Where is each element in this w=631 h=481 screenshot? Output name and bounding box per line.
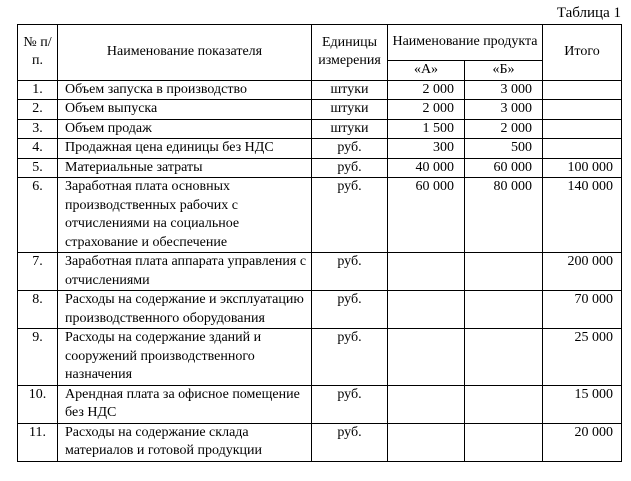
row-number: 6. bbox=[18, 178, 58, 253]
product-a-value: 40 000 bbox=[388, 158, 465, 178]
indicator-name: Расходы на содержание зданий и сооружений производственного назначения bbox=[58, 329, 312, 386]
row-number: 10. bbox=[18, 385, 58, 423]
indicator-name: Объем выпуска bbox=[58, 100, 312, 120]
total-value bbox=[543, 80, 622, 100]
table-row bbox=[18, 385, 622, 423]
product-a-value bbox=[388, 291, 465, 329]
product-a-value bbox=[388, 329, 465, 386]
total-value: 20 000 bbox=[543, 423, 622, 461]
product-a-value: 1 500 bbox=[388, 119, 465, 139]
product-b-value bbox=[465, 329, 543, 386]
row-number: 9. bbox=[18, 329, 58, 386]
table-row bbox=[18, 119, 622, 139]
total-value: 200 000 bbox=[543, 253, 622, 291]
indicator-name: Арендная плата за офисное помещение без НДС bbox=[58, 385, 312, 423]
product-a-value bbox=[388, 385, 465, 423]
table-row bbox=[18, 178, 622, 253]
product-b-value: 3 000 bbox=[465, 100, 543, 120]
unit-cell: руб. bbox=[312, 385, 388, 423]
product-b-value: 2 000 bbox=[465, 119, 543, 139]
header-num: № п/п. bbox=[18, 25, 58, 81]
header-unit: Единицы измерения bbox=[312, 25, 388, 81]
row-number: 2. bbox=[18, 100, 58, 120]
product-a-value: 300 bbox=[388, 139, 465, 159]
unit-cell: штуки bbox=[312, 119, 388, 139]
product-b-value bbox=[465, 253, 543, 291]
product-a-value bbox=[388, 253, 465, 291]
row-number: 4. bbox=[18, 139, 58, 159]
total-value: 70 000 bbox=[543, 291, 622, 329]
indicator-name: Расходы на содержание склада материалов и готовой продукции bbox=[58, 423, 312, 461]
indicator-name: Расходы на содержание и эксплуатацию производственного оборудования bbox=[58, 291, 312, 329]
row-number: 1. bbox=[18, 80, 58, 100]
table-row bbox=[18, 423, 622, 461]
unit-cell: руб. bbox=[312, 139, 388, 159]
table-row bbox=[18, 100, 622, 120]
product-b-value: 80 000 bbox=[465, 178, 543, 253]
total-value bbox=[543, 139, 622, 159]
table-caption: Таблица 1 bbox=[556, 5, 621, 21]
total-value bbox=[543, 100, 622, 120]
unit-cell: штуки bbox=[312, 100, 388, 120]
product-a-value: 2 000 bbox=[388, 80, 465, 100]
product-a-value bbox=[388, 423, 465, 461]
row-number: 11. bbox=[18, 423, 58, 461]
total-value: 140 000 bbox=[543, 178, 622, 253]
table-row bbox=[18, 158, 622, 178]
table-row bbox=[18, 329, 622, 386]
unit-cell: руб. bbox=[312, 423, 388, 461]
indicator-name: Объем продаж bbox=[58, 119, 312, 139]
indicator-name: Заработная плата основных производственных рабочих с отчислениями на социальное страхование и обеспечение bbox=[58, 178, 312, 253]
row-number: 7. bbox=[18, 253, 58, 291]
unit-cell: руб. bbox=[312, 253, 388, 291]
product-b-value bbox=[465, 423, 543, 461]
unit-cell: штуки bbox=[312, 80, 388, 100]
table-row bbox=[18, 291, 622, 329]
product-b-value: 500 bbox=[465, 139, 543, 159]
indicator-name: Материальные затраты bbox=[58, 158, 312, 178]
product-b-value: 60 000 bbox=[465, 158, 543, 178]
row-number: 3. bbox=[18, 119, 58, 139]
product-b-value bbox=[465, 385, 543, 423]
table-row bbox=[18, 253, 622, 291]
unit-cell: руб. bbox=[312, 158, 388, 178]
unit-cell: руб. bbox=[312, 291, 388, 329]
header-total: Итого bbox=[543, 25, 622, 81]
product-a-value: 60 000 bbox=[388, 178, 465, 253]
product-b-value bbox=[465, 291, 543, 329]
total-value bbox=[543, 119, 622, 139]
table-body bbox=[18, 80, 622, 461]
product-b-value: 3 000 bbox=[465, 80, 543, 100]
row-number: 8. bbox=[18, 291, 58, 329]
header-product-a: «А» bbox=[388, 61, 465, 81]
total-value: 100 000 bbox=[543, 158, 622, 178]
indicators-table bbox=[17, 24, 622, 462]
table-row bbox=[18, 80, 622, 100]
table-row bbox=[18, 139, 622, 159]
unit-cell: руб. bbox=[312, 178, 388, 253]
unit-cell: руб. bbox=[312, 329, 388, 386]
product-a-value: 2 000 bbox=[388, 100, 465, 120]
indicator-name: Заработная плата аппарата управления с отчислениями bbox=[58, 253, 312, 291]
header-product-b: «Б» bbox=[465, 61, 543, 81]
total-value: 25 000 bbox=[543, 329, 622, 386]
indicator-name: Продажная цена единицы без НДС bbox=[58, 139, 312, 159]
indicator-name: Объем запуска в производство bbox=[58, 80, 312, 100]
total-value: 15 000 bbox=[543, 385, 622, 423]
header-name: Наименование показателя bbox=[58, 25, 312, 81]
header-product-group: Наименование продукта bbox=[388, 25, 543, 61]
row-number: 5. bbox=[18, 158, 58, 178]
